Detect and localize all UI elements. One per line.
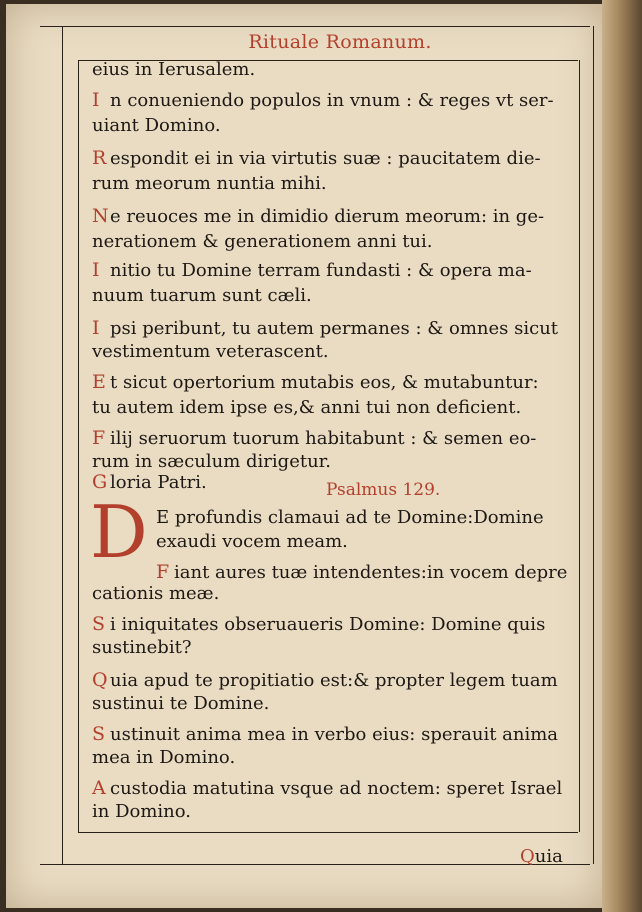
rubric-initial: I [92, 317, 100, 339]
book-spine [602, 0, 642, 912]
psalm-heading: Psalmus 129. [326, 480, 441, 500]
rubric-initial: I [92, 89, 100, 111]
text-line: nerationem & generationem anni tui. [92, 231, 433, 252]
verse-line: R espondit ei in via virtutis suæ : paucitatem die- [92, 147, 541, 169]
rubric-initial: Q [92, 669, 108, 691]
verse-line: S i iniquitates obseruaueris Domine: Domine quis [92, 613, 546, 635]
text-line: uiant Domino. [92, 115, 221, 136]
bottom-inner-rule [78, 832, 578, 833]
decorated-initial: D [90, 490, 148, 574]
top-outer-rule [40, 26, 590, 27]
catchword-initial: Q [520, 846, 535, 867]
text-line: eius in Ierusalem. [92, 59, 256, 80]
verse-line: Q uia apud te propitiatio est:& propter legem tuam [92, 669, 558, 691]
verse-line: I psi peribunt, tu autem permanes : & omnes sicut [92, 317, 559, 339]
text-line: sustinui te Domine. [92, 693, 270, 714]
verse-line: F iant aures tuæ intendentes:in vocem depre [156, 561, 568, 583]
text-line: vestimentum veterascent. [92, 341, 329, 362]
rubric-initial: I [92, 259, 100, 281]
text-line: rum meorum nuntia mihi. [92, 173, 327, 194]
bottom-outer-rule [40, 864, 590, 865]
verse-line: I n conueniendo populos in vnum : & reges vt ser- [92, 89, 554, 111]
rubric-initial: F [92, 427, 106, 449]
rubric-initial: G [92, 471, 108, 493]
text-line: nuum tuarum sunt cæli. [92, 285, 312, 306]
rubric-initial: S [92, 613, 106, 635]
verse-line: G loria Patri. [92, 471, 207, 493]
verse-line: I nitio tu Domine terram fundasti : & opera ma- [92, 259, 532, 281]
verse-line: E t sicut opertorium mutabis eos, & mutabuntur: [92, 371, 539, 393]
rubric-initial: R [92, 147, 107, 169]
verse-line: S ustinuit anima mea in verbo eius: sperauit anima [92, 723, 559, 745]
text-line: sustinebit? [92, 637, 192, 658]
text-line: cationis meæ. [92, 583, 220, 604]
text-line: mea in Domino. [92, 747, 236, 768]
verse-line: Ne reuoces me in dimidio dierum meorum: in ge- [92, 205, 545, 227]
text-line: E profundis clamaui ad te Domine:Domine [156, 507, 544, 528]
verse-line: F ilij seruorum tuorum habitabunt : & semen eo- [92, 427, 537, 449]
text-line: tu autem idem ipse es,& anni tui non deficient. [92, 397, 522, 418]
catchword-rest: uia [534, 846, 563, 867]
catchword [520, 846, 563, 867]
text-line: exaudi vocem meam. [156, 531, 348, 552]
running-title: Rituale Romanum. [248, 31, 432, 53]
rubric-initial: F [156, 561, 170, 583]
rubric-initial: E [92, 371, 106, 393]
rubric-initial: A [92, 777, 106, 799]
verse-line: A custodia matutina vsque ad noctem: speret Israel [92, 777, 563, 799]
rubric-initial: S [92, 723, 106, 745]
rubric-initial: N [92, 205, 109, 227]
text-line: in Domino. [92, 801, 191, 822]
text-line: rum in sæculum dirigetur. [92, 451, 332, 472]
